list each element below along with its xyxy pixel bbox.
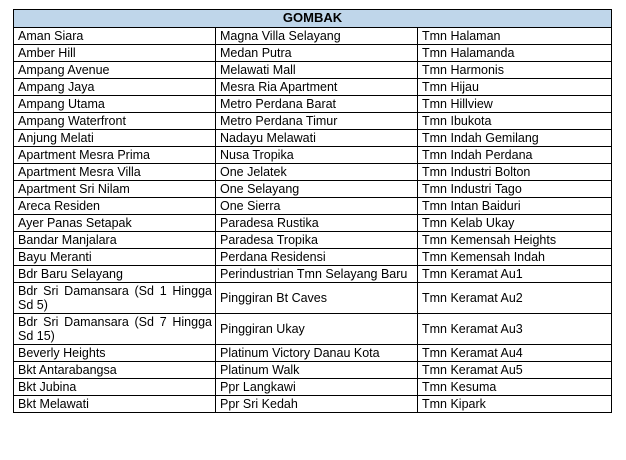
table-cell: Tmn Keramat Au4 (418, 345, 612, 362)
table-row (14, 147, 612, 164)
table-cell: Pinggiran Bt Caves (216, 283, 418, 314)
table-row (14, 79, 612, 96)
table-cell: One Jelatek (216, 164, 418, 181)
table-cell: Apartment Mesra Prima (14, 147, 216, 164)
table-cell: Tmn Hillview (418, 96, 612, 113)
table-cell: Ampang Avenue (14, 62, 216, 79)
table-cell: Ampang Waterfront (14, 113, 216, 130)
table-title: GOMBAK (14, 10, 612, 28)
table-cell: Tmn Halaman (418, 28, 612, 45)
table-cell: Perindustrian Tmn Selayang Baru (216, 266, 418, 283)
table-row (14, 283, 612, 314)
table-row (14, 396, 612, 413)
table-cell: Tmn Ibukota (418, 113, 612, 130)
table-row (14, 345, 612, 362)
table-cell: Ppr Sri Kedah (216, 396, 418, 413)
table-cell: Aman Siara (14, 28, 216, 45)
table-cell: Tmn Indah Gemilang (418, 130, 612, 147)
table-cell: Tmn Keramat Au5 (418, 362, 612, 379)
table-cell: Apartment Sri Nilam (14, 181, 216, 198)
table-row (14, 96, 612, 113)
table-cell: Paradesa Rustika (216, 215, 418, 232)
table-row (14, 215, 612, 232)
table-cell: Tmn Kemensah Heights (418, 232, 612, 249)
table-cell: Amber Hill (14, 45, 216, 62)
table-row (14, 362, 612, 379)
table-row (14, 130, 612, 147)
table-cell: Tmn Harmonis (418, 62, 612, 79)
table-cell: Platinum Walk (216, 362, 418, 379)
table-cell: Bandar Manjalara (14, 232, 216, 249)
table-cell: Platinum Victory Danau Kota (216, 345, 418, 362)
table-row (14, 181, 612, 198)
table-cell: Metro Perdana Barat (216, 96, 418, 113)
table-cell: Magna Villa Selayang (216, 28, 418, 45)
table-row (14, 379, 612, 396)
table-cell: Tmn Kelab Ukay (418, 215, 612, 232)
table-cell: Bkt Antarabangsa (14, 362, 216, 379)
area-table-container (13, 9, 611, 413)
table-cell: Ampang Utama (14, 96, 216, 113)
table-cell: Tmn Halamanda (418, 45, 612, 62)
table-cell: Tmn Industri Tago (418, 181, 612, 198)
table-cell: Bayu Meranti (14, 249, 216, 266)
table-cell: Bdr Sri Damansara (Sd 1 Hingga Sd 5) (14, 283, 216, 314)
table-cell: Tmn Industri Bolton (418, 164, 612, 181)
table-cell: Bkt Jubina (14, 379, 216, 396)
table-cell: Bdr Baru Selayang (14, 266, 216, 283)
table-row (14, 198, 612, 215)
table-cell: Beverly Heights (14, 345, 216, 362)
table-cell: Tmn Hijau (418, 79, 612, 96)
table-cell: Tmn Kipark (418, 396, 612, 413)
table-row (14, 164, 612, 181)
table-cell: Tmn Intan Baiduri (418, 198, 612, 215)
table-row (14, 314, 612, 345)
area-table (13, 9, 612, 413)
table-cell: Bdr Sri Damansara (Sd 7 Hingga Sd 15) (14, 314, 216, 345)
table-cell: Tmn Kemensah Indah (418, 249, 612, 266)
table-cell: Medan Putra (216, 45, 418, 62)
table-row (14, 249, 612, 266)
table-row (14, 113, 612, 130)
table-cell: Melawati Mall (216, 62, 418, 79)
table-cell: Metro Perdana Timur (216, 113, 418, 130)
table-cell: Nadayu Melawati (216, 130, 418, 147)
table-header-row (14, 10, 612, 28)
table-cell: One Sierra (216, 198, 418, 215)
table-cell: Nusa Tropika (216, 147, 418, 164)
table-cell: Tmn Kesuma (418, 379, 612, 396)
table-row (14, 62, 612, 79)
table-row (14, 28, 612, 45)
table-cell: Tmn Keramat Au2 (418, 283, 612, 314)
table-cell: Mesra Ria Apartment (216, 79, 418, 96)
table-cell: Perdana Residensi (216, 249, 418, 266)
table-row (14, 232, 612, 249)
table-cell: Paradesa Tropika (216, 232, 418, 249)
table-cell: Tmn Keramat Au1 (418, 266, 612, 283)
table-cell: Tmn Keramat Au3 (418, 314, 612, 345)
table-cell: Anjung Melati (14, 130, 216, 147)
table-cell: Tmn Indah Perdana (418, 147, 612, 164)
table-cell: Ampang Jaya (14, 79, 216, 96)
table-cell: Ayer Panas Setapak (14, 215, 216, 232)
table-row (14, 266, 612, 283)
table-cell: Apartment Mesra Villa (14, 164, 216, 181)
table-cell: Pinggiran Ukay (216, 314, 418, 345)
table-cell: Bkt Melawati (14, 396, 216, 413)
table-row (14, 45, 612, 62)
table-cell: One Selayang (216, 181, 418, 198)
table-cell: Areca Residen (14, 198, 216, 215)
table-cell: Ppr Langkawi (216, 379, 418, 396)
